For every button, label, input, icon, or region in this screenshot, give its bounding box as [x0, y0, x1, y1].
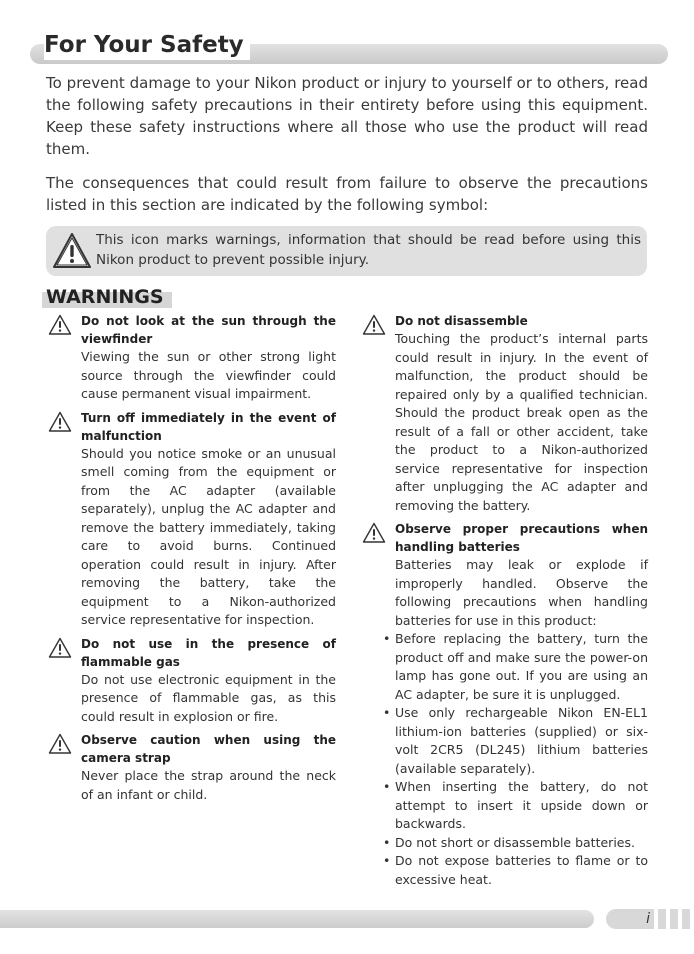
list-item: • Before replacing the battery, turn the product off and make sure the power-on lamp has gone out. If you are using an AC adapter, be sure it is unplugged.	[383, 630, 648, 704]
footer-bar	[0, 910, 594, 928]
warning-triangle-icon	[362, 314, 386, 336]
list-item: • Do not short or disassemble batteries.	[383, 834, 648, 853]
warning-heading: Observe caution when using the camera strap	[81, 733, 336, 765]
page-title: For Your Safety	[44, 30, 250, 60]
list-item: • Do not expose batteries to flame or to excessive heat.	[383, 852, 648, 889]
footer-stripe	[682, 909, 690, 929]
warning-item-sun-viewfinder	[46, 312, 336, 404]
warnings-heading: WARNINGS	[46, 286, 164, 308]
warning-heading: Do not look at the sun through the viewfinder	[81, 314, 336, 346]
warning-heading: Observe proper precautions when handling batteries	[395, 522, 648, 554]
warning-body: Never place the strap around the neck of an infant or child.	[81, 768, 336, 802]
warning-item-flammable-gas	[46, 635, 336, 727]
warning-body: Should you notice smoke or an unusual smell coming from the equipment or from the AC adapter (available separately), unplug the AC adapter and remove the battery immediately, taking care to avoid burns. Continued operation could result in injury. After removing the battery, take the equipment to a Nikon-authorized service representative for inspection.	[81, 445, 336, 627]
warning-triangle-icon	[48, 314, 72, 336]
footer-stripe	[670, 909, 678, 929]
intro-paragraph-2: The consequences that could result from failure to observe the precautions listed in this section are indicated by the following symbol:	[46, 174, 648, 214]
warning-heading: Do not use in the presence of flammable gas	[81, 636, 336, 669]
warnings-column-left	[46, 312, 336, 809]
warning-heading: Turn off immediately in the event of malfunction	[81, 410, 336, 443]
intro-paragraph-1: To prevent damage to your Nikon product or injury to yourself or to others, read the following safety precautions in their entirety before using this equipment. Keep these safety instructions where all those who use the product will read them.	[46, 74, 648, 158]
warning-item-disassemble	[360, 312, 648, 515]
warning-triangle-icon	[48, 411, 72, 433]
footer-stripe	[658, 909, 666, 929]
warning-item-batteries	[360, 520, 648, 889]
warning-body: Touching the product’s internal parts could result in injury. In the event of malfunction, the product should be repaired only by a qualified technician. Should the product break open as the result of a fall or other accident, take the product to a Nikon-authorized service representative for inspection after unplugging the AC adapter and removing the battery.	[395, 331, 648, 513]
battery-precautions-list	[395, 630, 648, 889]
list-item: • When inserting the battery, do not attempt to insert it upside down or backwards.	[383, 778, 648, 834]
warning-triangle-icon	[48, 733, 72, 755]
warning-item-malfunction	[46, 409, 336, 630]
warning-triangle-icon	[362, 522, 386, 544]
page-number: i	[646, 911, 650, 927]
notice-text: This icon marks warnings, information that should be read before using this Nikon product to prevent possible injury.	[96, 232, 641, 268]
warning-item-camera-strap	[46, 731, 336, 804]
warning-body: Do not use electronic equipment in the presence of flammable gas, as this could result in explosion or fire.	[81, 671, 336, 724]
warning-triangle-icon	[48, 637, 72, 659]
warnings-column-right	[360, 312, 648, 894]
warning-body: Viewing the sun or other strong light source through the viewfinder could cause permanent visual impairment.	[81, 349, 336, 401]
warning-heading: Do not disassemble	[395, 314, 528, 328]
warning-body: Batteries may leak or explode if improperly handled. Observe the following precautions when handling batteries for use in this product:	[395, 557, 648, 628]
warning-symbol-notice	[46, 226, 647, 276]
list-item: • Use only rechargeable Nikon EN-EL1 lithium-ion batteries (supplied) or six-volt 2CR5 (DL245) lithium batteries (available separately).	[383, 704, 648, 778]
warning-triangle-icon	[52, 232, 92, 270]
